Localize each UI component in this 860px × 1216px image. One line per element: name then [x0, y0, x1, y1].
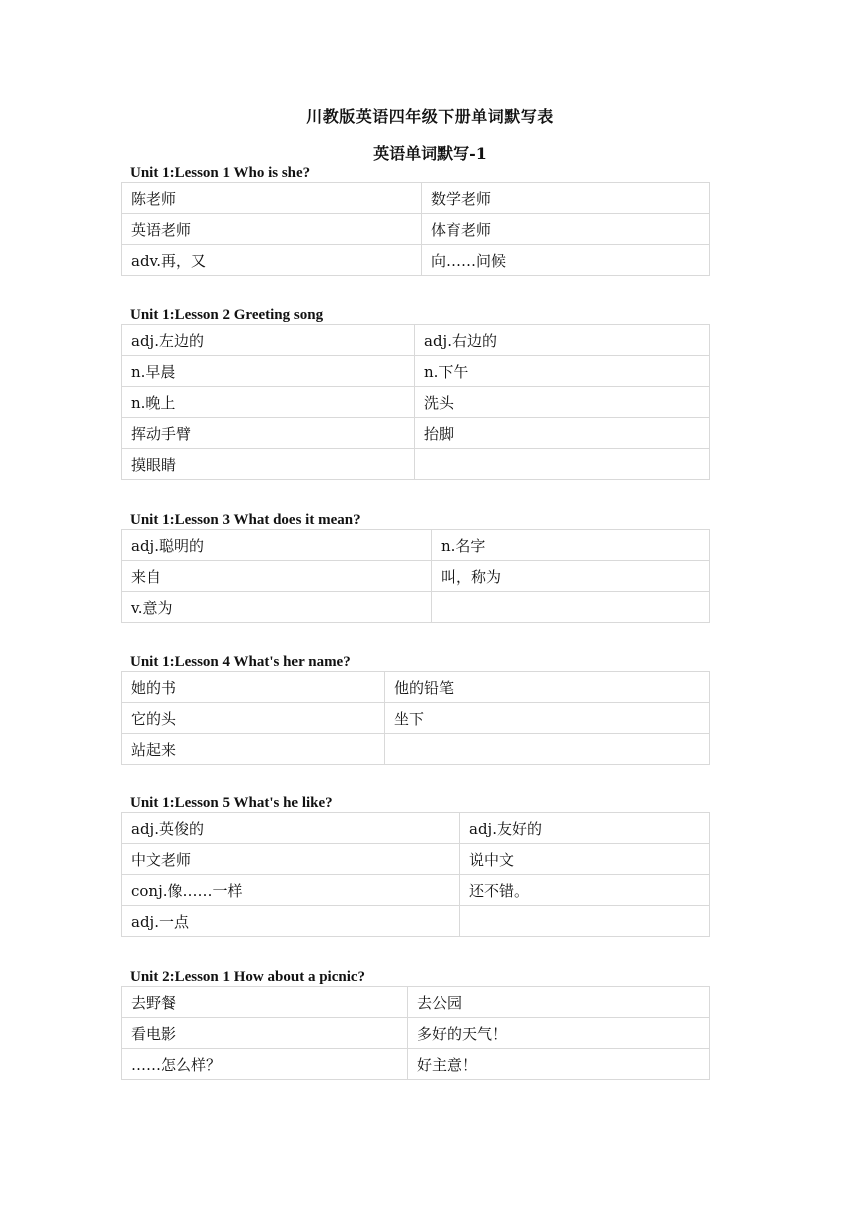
table-row	[122, 530, 710, 561]
table-row	[122, 672, 710, 703]
vocab-cell: 挥动手臂	[122, 418, 415, 449]
vocab-cell: 体育老师	[422, 214, 710, 245]
table-row	[122, 987, 710, 1018]
lesson-heading: Unit 1:Lesson 4 What's her name?	[130, 654, 351, 670]
vocab-cell: 坐下	[385, 703, 710, 734]
vocab-cell: n.晚上	[122, 387, 415, 418]
vocab-cell: 它的头	[122, 703, 385, 734]
table-row	[122, 325, 710, 356]
vocab-cell	[460, 906, 710, 937]
page-title: 川教版英语四年级下册单词默写表	[306, 107, 554, 126]
lesson-heading: Unit 1:Lesson 5 What's he like?	[130, 795, 333, 811]
vocab-cell: adj.左边的	[122, 325, 415, 356]
lesson-section	[121, 164, 709, 276]
table-row	[122, 734, 710, 765]
table-row	[122, 418, 710, 449]
vocab-cell: ……怎么样？	[122, 1049, 408, 1080]
vocab-table	[121, 182, 710, 276]
vocab-cell: n.早晨	[122, 356, 415, 387]
vocab-cell: adj.英俊的	[122, 813, 460, 844]
vocab-cell: 多好的天气！	[408, 1018, 710, 1049]
table-row	[122, 449, 710, 480]
vocab-cell: 好主意！	[408, 1049, 710, 1080]
vocab-cell	[385, 734, 710, 765]
vocab-cell: 抬脚	[415, 418, 710, 449]
lesson-heading: Unit 1:Lesson 3 What does it mean?	[130, 512, 361, 528]
vocab-cell: 叫，称为	[432, 561, 710, 592]
vocab-cell: conj.像……一样	[122, 875, 460, 906]
vocab-table	[121, 529, 710, 623]
table-row	[122, 1049, 710, 1080]
vocab-cell: 她的书	[122, 672, 385, 703]
worksheet-subtitle: 英语单词默写-1	[373, 144, 487, 163]
table-row	[122, 356, 710, 387]
table-row	[122, 703, 710, 734]
vocab-cell: 陈老师	[122, 183, 422, 214]
vocab-cell: adj.右边的	[415, 325, 710, 356]
vocab-table	[121, 671, 710, 765]
vocab-cell: 站起来	[122, 734, 385, 765]
table-row	[122, 813, 710, 844]
table-row	[122, 387, 710, 418]
table-row	[122, 245, 710, 276]
vocab-table	[121, 324, 710, 480]
vocab-cell: adj.聪明的	[122, 530, 432, 561]
lesson-section	[121, 653, 709, 765]
lesson-heading: Unit 1:Lesson 2 Greeting song	[130, 307, 324, 323]
lesson-heading: Unit 1:Lesson 1 Who is she?	[130, 165, 311, 181]
vocab-cell: 摸眼睛	[122, 449, 415, 480]
lesson-section	[121, 511, 709, 623]
lesson-heading: Unit 2:Lesson 1 How about a picnic?	[130, 969, 366, 985]
vocab-cell: 来自	[122, 561, 432, 592]
vocab-cell: adv.再，又	[122, 245, 422, 276]
vocab-cell: 还不错。	[460, 875, 710, 906]
vocab-table	[121, 986, 710, 1080]
table-row	[122, 183, 710, 214]
vocab-cell: 去公园	[408, 987, 710, 1018]
vocab-cell: 他的铅笔	[385, 672, 710, 703]
lesson-section	[121, 968, 709, 1080]
table-row	[122, 214, 710, 245]
lesson-section	[121, 794, 709, 937]
vocab-cell: 中文老师	[122, 844, 460, 875]
vocab-cell: 去野餐	[122, 987, 408, 1018]
vocab-cell: adj.友好的	[460, 813, 710, 844]
vocab-cell: adj.一点	[122, 906, 460, 937]
vocab-cell: 数学老师	[422, 183, 710, 214]
vocab-cell: v.意为	[122, 592, 432, 623]
vocab-cell: n.下午	[415, 356, 710, 387]
vocab-cell: 看电影	[122, 1018, 408, 1049]
table-row	[122, 844, 710, 875]
vocab-cell: 洗头	[415, 387, 710, 418]
vocab-cell	[432, 592, 710, 623]
table-row	[122, 875, 710, 906]
table-row	[122, 561, 710, 592]
table-row	[122, 592, 710, 623]
vocab-cell: 说中文	[460, 844, 710, 875]
vocab-cell: 向……问候	[422, 245, 710, 276]
vocab-cell	[415, 449, 710, 480]
vocab-cell: 英语老师	[122, 214, 422, 245]
table-row	[122, 906, 710, 937]
table-row	[122, 1018, 710, 1049]
vocab-cell: n.名字	[432, 530, 710, 561]
vocab-table	[121, 812, 710, 937]
lesson-section	[121, 306, 709, 480]
